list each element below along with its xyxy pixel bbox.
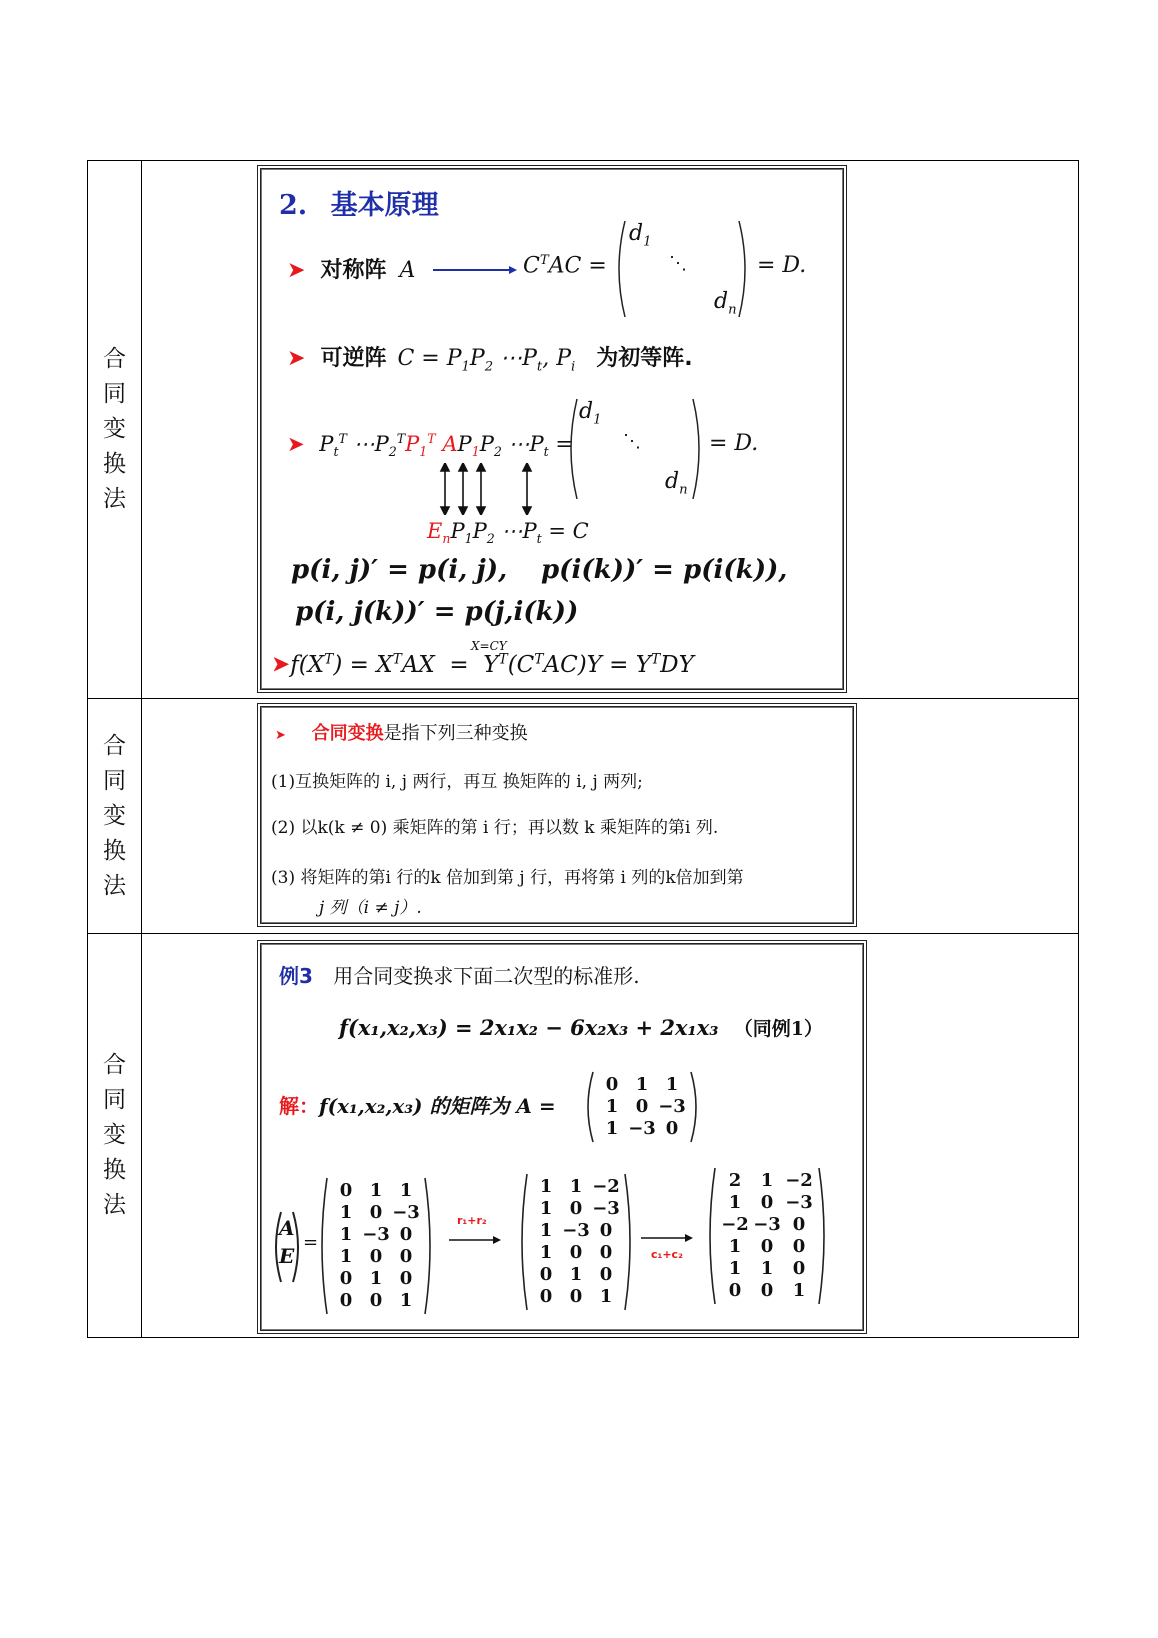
matrix-cell: 1 — [599, 1286, 613, 1307]
label-char: 变 — [103, 802, 126, 829]
matrix-cell: 0 — [399, 1224, 413, 1245]
ctac-expr: $C^TAC$ = — [523, 253, 607, 279]
matrix-cell: 0 — [599, 1242, 613, 1263]
heading-rest: 是指下列三种变换 — [383, 723, 528, 744]
ae-top: A — [279, 1216, 295, 1240]
matrix-cell: 1 — [399, 1290, 413, 1311]
row-label — [88, 729, 141, 904]
matrix-cell: −2 — [592, 1176, 620, 1197]
same-as-example-1: （同例1） — [733, 1018, 824, 1040]
quadratic-form — [339, 1014, 823, 1041]
equals-d: = D. — [757, 253, 807, 278]
label-char: 合 — [103, 732, 126, 759]
elementary-label: 为初等阵. — [596, 346, 693, 371]
matrix-cell: 1 — [339, 1246, 353, 1267]
symmetric-label: 对称阵 — [320, 258, 387, 283]
matrix-cell: −3 — [562, 1220, 590, 1241]
d-symbol: d — [579, 399, 594, 424]
slide-congruent-transforms — [257, 703, 857, 927]
label-char: 法 — [103, 486, 126, 512]
matrix-cell: −2 — [785, 1170, 813, 1191]
diag-dots: ⋱ — [623, 431, 641, 452]
matrix-cell: 0 — [760, 1280, 774, 1301]
bullet-icon: ➤ — [287, 258, 306, 283]
table-row — [88, 934, 1079, 1338]
diag-entry-d1: $d_1$ — [579, 399, 602, 428]
example-text: 用合同变换求下面二次型的标准形. — [333, 964, 640, 988]
table-row — [88, 699, 1079, 934]
matrix-cell: 1 — [760, 1170, 774, 1191]
line-product: ➤ $P_t^T$ $\cdots P_2^TP_1^T$ $AP_1P_2$ $\cdots P_t$ = — [287, 431, 574, 460]
matrix-cell: 0 — [339, 1290, 353, 1311]
bullet-icon: ➤ — [287, 432, 305, 456]
arrow-right-icon — [433, 264, 517, 276]
line-invertible: ➤ 可逆阵 $C = P_1P_2$ $\cdots P_t$, $P_i$ 为初等阵. — [287, 346, 693, 375]
matrix-cell: 1 — [792, 1280, 806, 1301]
solution-label: 解： — [279, 1094, 319, 1118]
matrix-cell: 0 — [792, 1258, 806, 1279]
title-number: 2. — [279, 190, 308, 221]
matrix-cell: −3 — [628, 1118, 656, 1139]
matrix-cell: 0 — [569, 1286, 583, 1307]
matrix-cell: 1 — [569, 1264, 583, 1285]
slide-basic-principle — [257, 165, 847, 693]
matrix-augmented-3 — [705, 1166, 829, 1306]
matrix-cell: 1 — [339, 1224, 353, 1245]
matrix-cell: 1 — [605, 1096, 619, 1117]
matrix-cell: 1 — [605, 1118, 619, 1139]
slide-title — [279, 183, 439, 222]
label-char: 法 — [103, 872, 126, 899]
label-char: 变 — [103, 416, 126, 442]
d-symbol: d — [629, 221, 644, 246]
matrix-augmented-1 — [317, 1176, 435, 1316]
row-label-cell — [88, 934, 142, 1338]
formula-pijk: p(i, j(k))′ = p(j,i(k)) — [295, 597, 579, 627]
transform-item-3: (3) 将矩阵的第i 行的k 倍加到第 j 行，再将第 i 列的k倍加到第 — [271, 868, 744, 888]
label-char: 同 — [103, 767, 126, 794]
matrix-cell: −3 — [658, 1096, 686, 1117]
matrix-cell: 1 — [728, 1236, 742, 1257]
matrix-cell: 0 — [760, 1236, 774, 1257]
matrix-cell: 0 — [792, 1236, 806, 1257]
formula-pij: p(i, j)′ = p(i, j), — [291, 555, 508, 585]
quadratic-expression: f(x₁,x₂,x₃) = 2x₁x₂ − 6x₂x₃ + 2x₁x₃ — [339, 1015, 719, 1040]
matrix-cell: 0 — [728, 1280, 742, 1301]
content-table — [87, 160, 1079, 1338]
matrix-cell: 0 — [339, 1268, 353, 1289]
matrix-cell: 1 — [728, 1192, 742, 1213]
matrix-cell: 0 — [569, 1198, 583, 1219]
heading-red: 合同变换 — [311, 723, 384, 744]
arrow-right-icon — [641, 1232, 693, 1244]
bullet-icon: ➤ — [271, 651, 291, 678]
row-label — [88, 1048, 141, 1223]
matrix-cell: 1 — [728, 1258, 742, 1279]
substitution-label: X=CY — [471, 639, 507, 653]
matrix-cell: 0 — [369, 1202, 383, 1223]
line-product-c: $E_nP_1P_2$ $\cdots P_t = C$ — [427, 519, 589, 547]
matrix-cell: 1 — [539, 1242, 553, 1263]
matrix-cell: 0 — [599, 1220, 613, 1241]
diag-entry-d1: $d_1$ — [629, 221, 652, 250]
col-op-label: c₁+c₂ — [651, 1248, 683, 1261]
transform-item-2: (2) 以k(k ≠ 0) 乘矩阵的第 i 行；再以数 k 乘矩阵的第i 列. — [271, 818, 719, 838]
matrix-cell: −3 — [785, 1192, 813, 1213]
matrix-augmented-2 — [517, 1172, 635, 1312]
ae-bottom: E — [279, 1244, 295, 1268]
matrix-cell: 0 — [569, 1242, 583, 1263]
matrix-cell: 1 — [339, 1202, 353, 1223]
bullet-icon: ➤ — [275, 728, 286, 743]
matrix-cell: 1 — [665, 1074, 679, 1095]
line-quadratic-form: $➤f(X^T) = X^TAX = Y^T(C^TAC)Y = Y^TDY$ — [271, 651, 694, 678]
label-char: 合 — [103, 346, 126, 372]
matrix-cell: 0 — [635, 1096, 649, 1117]
invertible-label: 可逆阵 — [320, 346, 387, 371]
equals-d: = D. — [709, 431, 759, 456]
row-label-cell — [88, 161, 142, 699]
matrix-cell: 1 — [369, 1180, 383, 1201]
matrix-cell: −3 — [592, 1198, 620, 1219]
matrix-cell: 0 — [369, 1246, 383, 1267]
d-symbol: d — [665, 469, 680, 494]
matrix-cell: 1 — [635, 1074, 649, 1095]
matrix-cell: 1 — [569, 1176, 583, 1197]
identity-e: E — [427, 519, 443, 543]
line-symmetric — [287, 253, 415, 284]
title-text: 基本原理 — [330, 190, 439, 221]
transform-item-3-cont: j 列（i ≠ j）. — [319, 898, 422, 918]
label-char: 法 — [103, 1192, 126, 1218]
example-label: 例3 — [279, 964, 313, 988]
label-char: 换 — [103, 1157, 126, 1183]
matrix-cell: 0 — [399, 1268, 413, 1289]
matrix-cell: −2 — [721, 1214, 749, 1235]
matrix-cell: 1 — [539, 1220, 553, 1241]
label-char: 同 — [103, 381, 126, 407]
matrix-cell: 2 — [728, 1170, 742, 1191]
table-row — [88, 161, 1079, 699]
row-label-cell — [88, 699, 142, 934]
row-label — [88, 342, 141, 517]
formula-pik: p(i(k))′ = p(i(k)), — [541, 555, 788, 585]
label-char: 换 — [103, 837, 126, 864]
matrix-cell: 0 — [605, 1074, 619, 1095]
arrow-right-icon — [449, 1234, 501, 1246]
solution-line — [279, 1090, 556, 1119]
matrix-cell: 1 — [399, 1180, 413, 1201]
equals-sign: = — [303, 1232, 319, 1253]
matrix-cell: 0 — [599, 1264, 613, 1285]
matrix-cell: 1 — [760, 1258, 774, 1279]
diag-entry-dn: $d_n$ — [714, 289, 737, 318]
correspondence-arrows — [437, 463, 547, 515]
matrix-cell: −3 — [362, 1224, 390, 1245]
matrix-cell: 0 — [339, 1180, 353, 1201]
matrix-cell: 0 — [539, 1264, 553, 1285]
matrix-cell: 0 — [399, 1246, 413, 1267]
transform-item-1: (1)互换矩阵的 i, j 两行，再互 换矩阵的 i, j 两列; — [271, 772, 643, 792]
matrix-cell: 1 — [539, 1198, 553, 1219]
matrix-cell: 0 — [792, 1214, 806, 1235]
example-heading — [279, 960, 640, 989]
matrix-cell: 1 — [539, 1176, 553, 1197]
label-char: 同 — [103, 1087, 126, 1113]
matrix-cell: −3 — [392, 1202, 420, 1223]
d-symbol: d — [714, 289, 729, 314]
matrix-cell: 0 — [369, 1290, 383, 1311]
row-content-cell — [142, 161, 1079, 699]
row-op-label: r₁+r₂ — [457, 1214, 487, 1227]
matrix-cell: 0 — [539, 1286, 553, 1307]
bullet-icon: ➤ — [287, 346, 306, 371]
transform-heading — [275, 719, 528, 745]
diag-entry-dn: $d_n$ — [665, 469, 688, 498]
matrix-cell: 0 — [760, 1192, 774, 1213]
label-char: 换 — [103, 451, 126, 477]
matrix-cell: 0 — [665, 1118, 679, 1139]
row-content-cell — [142, 699, 1079, 934]
equals-c: = C — [548, 519, 589, 543]
matrix-cell: 1 — [369, 1268, 383, 1289]
diag-dots: ⋱ — [669, 253, 687, 274]
solution-text: f(x₁,x₂,x₃) 的矩阵为 A = — [319, 1094, 556, 1118]
matrix-a — [583, 1070, 701, 1144]
label-char: 变 — [103, 1122, 126, 1148]
matrix-a-symbol: A — [399, 258, 416, 283]
label-char: 合 — [103, 1052, 126, 1078]
row-content-cell — [142, 934, 1079, 1338]
matrix-cell: −3 — [753, 1214, 781, 1235]
slide-example-3 — [257, 940, 867, 1334]
